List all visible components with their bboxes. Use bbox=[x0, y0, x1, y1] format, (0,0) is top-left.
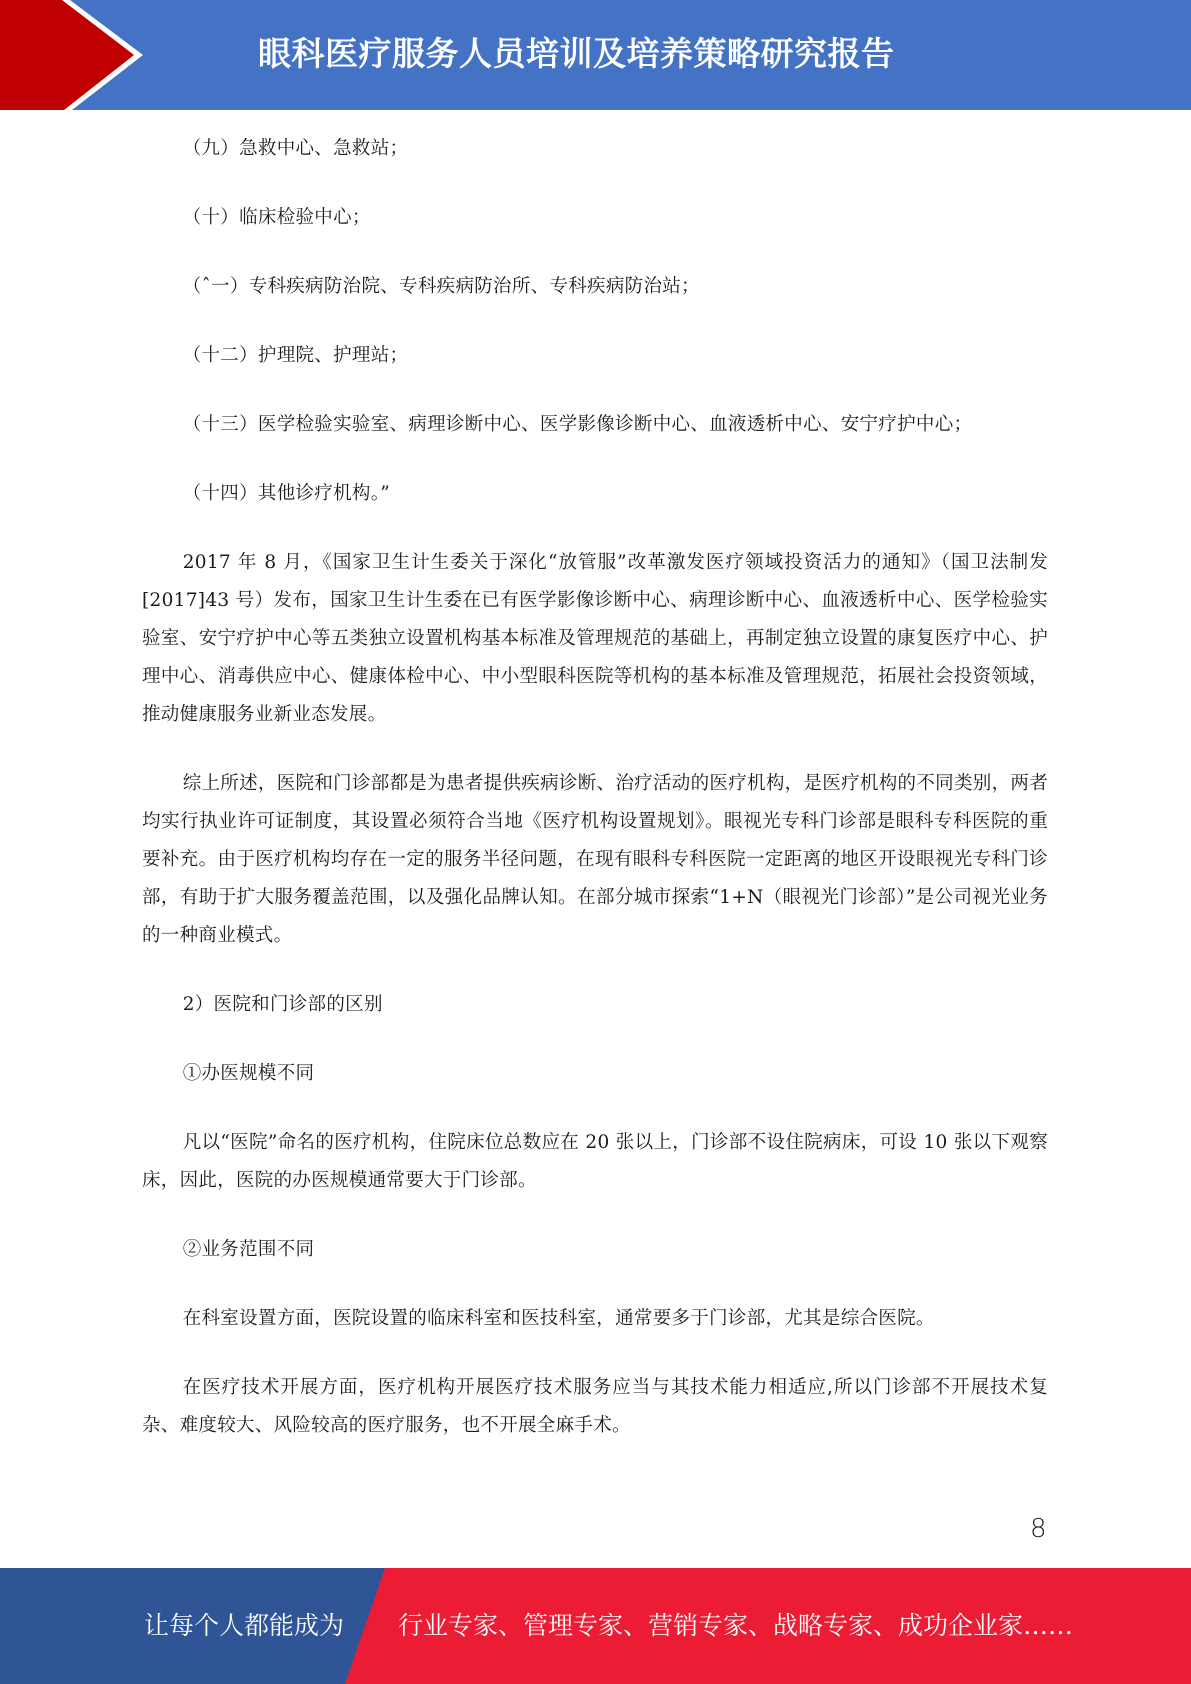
paragraph: 在科室设置方面，医院设置的临床科室和医技科室，通常要多于门诊部，尤其是综合医院。 bbox=[182, 1308, 935, 1329]
section-heading: 2）医院和门诊部的区别 bbox=[182, 994, 383, 1015]
document-body bbox=[142, 130, 1048, 1445]
list-item: （十二）护理院、护理站； bbox=[182, 345, 409, 366]
subsection-heading: ②业务范围不同 bbox=[182, 1239, 315, 1260]
footer-slogan-lead: 让每个人都能成为 bbox=[144, 1611, 345, 1640]
header-banner bbox=[0, 0, 1191, 110]
paragraph: 综上所述，医院和门诊部都是为患者提供疾病诊断、治疗活动的医疗机构，是医疗机构的不同类别，两者均实行执业许可证制度，其设置必须符合当地《医疗机构设置规划》。眼视光专科门诊部是眼科专科医院的重要补充。由于医疗机构均存在一定的服务半径问题，在现有眼科专科医院一定距离的地区开设眼视光专科门诊部，有助于扩大服务覆盖范围，以及强化品牌认知。在部分城市探索“1+N（眼视光门诊部）”是公司视光业务的一种商业模式。 bbox=[142, 773, 1048, 946]
paragraph: 凡以“医院”命名的医疗机构，住院床位总数应在 20 张以上，门诊部不设住院病床，可设 10 张以下观察床，因此，医院的办医规模通常要大于门诊部。 bbox=[142, 1132, 1048, 1191]
page-number: 8 bbox=[1030, 1514, 1047, 1544]
list-item: （九）急救中心、急救站； bbox=[182, 138, 409, 159]
list-item: （十）临床检验中心； bbox=[182, 207, 371, 228]
footer-slogan-roles: 行业专家、管理专家、营销专家、战略专家、成功企业家…… bbox=[398, 1611, 1074, 1640]
paragraph: 2017 年 8 月，《国家卫生计生委关于深化“放管服”改革激发医疗领域投资活力的通知》（国卫法制发[2017]43 号）发布，国家卫生计生委在已有医学影像诊断中心、病理诊断中心、血液透析中心、医学检验实验室、安宁疗护中心等五类独立设置机构基本标准及管理规范的基础上，再制定独立设置的康复医疗中心、护理中心、消毒供应中心、健康体检中心、中小型眼科医院等机构的基本标准及管理规范，拓展社会投资领域，推动健康服务业新业态发展。 bbox=[142, 552, 1048, 725]
footer-banner bbox=[0, 1568, 1191, 1684]
arrow-decoration-icon bbox=[0, 0, 200, 110]
list-item: （十三）医学检验实验室、病理诊断中心、医学影像诊断中心、血液透析中心、安宁疗护中心； bbox=[182, 414, 973, 435]
paragraph: 在医疗技术开展方面，医疗机构开展医疗技术服务应当与其技术能力相适应,所以门诊部不开展技术复杂、难度较大、风险较高的医疗服务，也不开展全麻手术。 bbox=[142, 1377, 1048, 1436]
subsection-heading: ①办医规模不同 bbox=[182, 1063, 315, 1084]
document-title: 眼科医疗服务人员培训及培养策略研究报告 bbox=[258, 34, 895, 73]
list-item: （十四）其他诊疗机构。” bbox=[182, 483, 390, 504]
list-item: （ˆ一）专科疾病防治院、专科疾病防治所、专科疾病防治站； bbox=[182, 276, 700, 297]
